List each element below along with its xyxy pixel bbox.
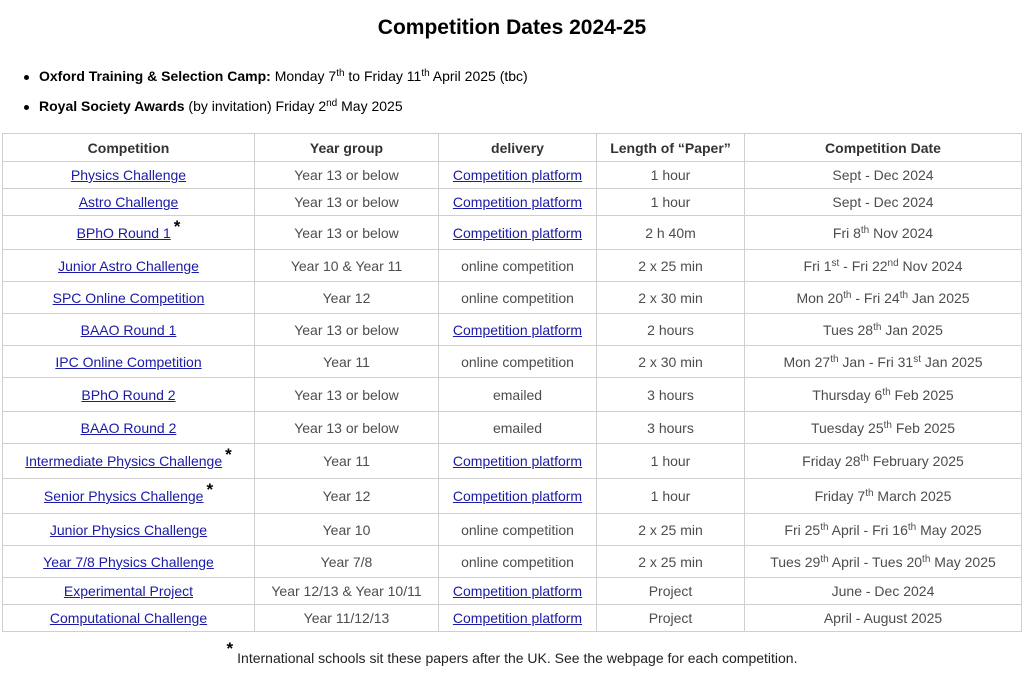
cell-length: 2 x 30 min <box>597 282 745 314</box>
cell-delivery: online competition <box>439 282 597 314</box>
competition-link[interactable]: Astro Challenge <box>78 194 179 210</box>
competition-link[interactable]: Computational Challenge <box>49 610 208 626</box>
table-row <box>3 282 1022 314</box>
table-row <box>3 479 1022 514</box>
cell-competition <box>3 216 255 250</box>
cell-delivery: online competition <box>439 250 597 282</box>
cell-year-group: Year 12/13 & Year 10/11 <box>255 578 439 605</box>
table-row <box>3 444 1022 479</box>
competition-platform-link[interactable]: Competition platform <box>452 321 583 338</box>
cell-competition <box>3 578 255 605</box>
cell-length: 2 hours <box>597 314 745 346</box>
table-row <box>3 378 1022 412</box>
key-dates-list <box>24 64 528 124</box>
competition-platform-link[interactable]: Competition platform <box>452 453 583 469</box>
table-row <box>3 162 1022 189</box>
competition-link[interactable]: IPC Online Competition <box>55 353 202 370</box>
cell-competition-date: Tues 28th Jan 2025 <box>745 314 1022 346</box>
cell-competition-date: Friday 28th February 2025 <box>745 444 1022 479</box>
cell-competition-date: Friday 7th March 2025 <box>745 479 1022 514</box>
cell-competition <box>3 605 255 632</box>
cell-competition-date: Tuesday 25th Feb 2025 <box>745 412 1022 444</box>
cell-delivery <box>439 216 597 250</box>
competition-platform-link[interactable]: Competition platform <box>452 610 583 626</box>
cell-length: 2 h 40m <box>597 216 745 250</box>
cell-length: 1 hour <box>597 444 745 479</box>
cell-competition <box>3 378 255 412</box>
cell-delivery <box>439 605 597 632</box>
cell-length: Project <box>597 605 745 632</box>
competition-link[interactable]: Year 7/8 Physics Challenge <box>43 553 214 570</box>
competition-platform-link[interactable]: Competition platform <box>452 194 583 210</box>
bullet-label: Oxford Training & Selection Camp: <box>39 68 271 84</box>
table-header-row <box>3 134 1022 162</box>
cell-year-group: Year 11 <box>255 346 439 378</box>
header-year-group: Year group <box>255 134 439 162</box>
cell-year-group: Year 10 <box>255 514 439 546</box>
cell-length: 2 x 25 min <box>597 514 745 546</box>
cell-competition-date: Sept - Dec 2024 <box>745 162 1022 189</box>
cell-competition <box>3 162 255 189</box>
competition-link[interactable]: Experimental Project <box>63 583 194 599</box>
cell-delivery: emailed <box>439 412 597 444</box>
cell-year-group: Year 7/8 <box>255 546 439 578</box>
table-row <box>3 605 1022 632</box>
cell-length: 2 x 25 min <box>597 546 745 578</box>
competition-link[interactable]: SPC Online Competition <box>52 289 205 306</box>
cell-year-group: Year 13 or below <box>255 412 439 444</box>
table-row <box>3 216 1022 250</box>
competition-link[interactable]: BAAO Round 2 <box>80 419 177 436</box>
footnote <box>0 639 1024 668</box>
cell-competition-date: Mon 27th Jan - Fri 31st Jan 2025 <box>745 346 1022 378</box>
cell-delivery: online competition <box>439 514 597 546</box>
cell-length: 3 hours <box>597 378 745 412</box>
cell-competition <box>3 479 255 514</box>
cell-competition <box>3 412 255 444</box>
table-body <box>3 162 1022 632</box>
page-title: Competition Dates 2024-25 <box>377 16 647 39</box>
competition-link[interactable]: Junior Physics Challenge <box>49 521 208 538</box>
cell-year-group: Year 13 or below <box>255 162 439 189</box>
cell-length: 2 x 30 min <box>597 346 745 378</box>
cell-competition <box>3 250 255 282</box>
cell-year-group: Year 11/12/13 <box>255 605 439 632</box>
cell-competition <box>3 189 255 216</box>
cell-delivery <box>439 578 597 605</box>
table-row <box>3 412 1022 444</box>
footnote-asterisk: * <box>206 480 214 499</box>
cell-competition-date: Thursday 6th Feb 2025 <box>745 378 1022 412</box>
competition-link[interactable]: Senior Physics Challenge <box>43 488 204 504</box>
cell-delivery <box>439 444 597 479</box>
header-competition: Competition <box>3 134 255 162</box>
header-length: Length of “Paper” <box>597 134 745 162</box>
cell-length: 1 hour <box>597 479 745 514</box>
cell-competition-date: June - Dec 2024 <box>745 578 1022 605</box>
cell-delivery <box>439 189 597 216</box>
competition-platform-link[interactable]: Competition platform <box>452 488 583 504</box>
cell-length: 1 hour <box>597 162 745 189</box>
bullet-oxford-camp: Oxford Training & Selection Camp: Monday 7th to Friday 11th April 2025 (tbc) <box>24 64 528 94</box>
competition-link[interactable]: Intermediate Physics Challenge <box>25 453 223 469</box>
table-row <box>3 514 1022 546</box>
cell-delivery: online competition <box>439 546 597 578</box>
cell-competition-date: Fri 8th Nov 2024 <box>745 216 1022 250</box>
cell-year-group: Year 12 <box>255 479 439 514</box>
cell-competition-date: Tues 29th April - Tues 20th May 2025 <box>745 546 1022 578</box>
cell-competition <box>3 546 255 578</box>
cell-year-group: Year 13 or below <box>255 314 439 346</box>
cell-delivery: online competition <box>439 346 597 378</box>
cell-year-group: Year 13 or below <box>255 216 439 250</box>
table-row <box>3 346 1022 378</box>
competition-link[interactable]: Junior Astro Challenge <box>58 257 199 274</box>
cell-competition-date: Fri 1st - Fri 22nd Nov 2024 <box>745 250 1022 282</box>
table-row <box>3 314 1022 346</box>
table-row <box>3 250 1022 282</box>
cell-competition <box>3 444 255 479</box>
cell-year-group: Year 12 <box>255 282 439 314</box>
cell-length: 1 hour <box>597 189 745 216</box>
cell-competition <box>3 514 255 546</box>
cell-delivery <box>439 479 597 514</box>
footnote-text: International schools sit these papers after the UK. See the webpage for each competition. <box>237 650 798 666</box>
footnote-asterisk: * <box>226 639 234 658</box>
bullet-royal-society: Royal Society Awards (by invitation) Friday 2nd May 2025 <box>24 94 528 124</box>
table-row <box>3 546 1022 578</box>
competition-link[interactable]: BAAO Round 1 <box>80 321 177 338</box>
table-row <box>3 578 1022 605</box>
cell-length: 2 x 25 min <box>597 250 745 282</box>
competition-platform-link[interactable]: Competition platform <box>452 167 583 183</box>
competition-table <box>2 133 1022 632</box>
bullet-label: Royal Society Awards <box>39 98 185 114</box>
competition-link[interactable]: BPhO Round 2 <box>81 386 176 403</box>
cell-competition <box>3 346 255 378</box>
footnote-asterisk: * <box>225 445 232 464</box>
cell-competition <box>3 282 255 314</box>
header-competition-date: Competition Date <box>745 134 1022 162</box>
cell-year-group: Year 10 & Year 11 <box>255 250 439 282</box>
competition-link[interactable]: Physics Challenge <box>70 167 187 183</box>
header-delivery: delivery <box>439 134 597 162</box>
cell-length: 3 hours <box>597 412 745 444</box>
competition-platform-link[interactable]: Competition platform <box>452 224 583 241</box>
cell-competition-date: April - August 2025 <box>745 605 1022 632</box>
cell-year-group: Year 11 <box>255 444 439 479</box>
cell-year-group: Year 13 or below <box>255 189 439 216</box>
cell-competition-date: Fri 25th April - Fri 16th May 2025 <box>745 514 1022 546</box>
cell-competition <box>3 314 255 346</box>
cell-competition-date: Mon 20th - Fri 24th Jan 2025 <box>745 282 1022 314</box>
competition-link[interactable]: BPhO Round 1 <box>76 224 171 241</box>
cell-delivery: emailed <box>439 378 597 412</box>
table-row <box>3 189 1022 216</box>
cell-competition-date: Sept - Dec 2024 <box>745 189 1022 216</box>
cell-delivery <box>439 162 597 189</box>
cell-length: Project <box>597 578 745 605</box>
cell-delivery <box>439 314 597 346</box>
competition-platform-link[interactable]: Competition platform <box>452 583 583 599</box>
footnote-asterisk: * <box>173 216 181 236</box>
cell-year-group: Year 13 or below <box>255 378 439 412</box>
